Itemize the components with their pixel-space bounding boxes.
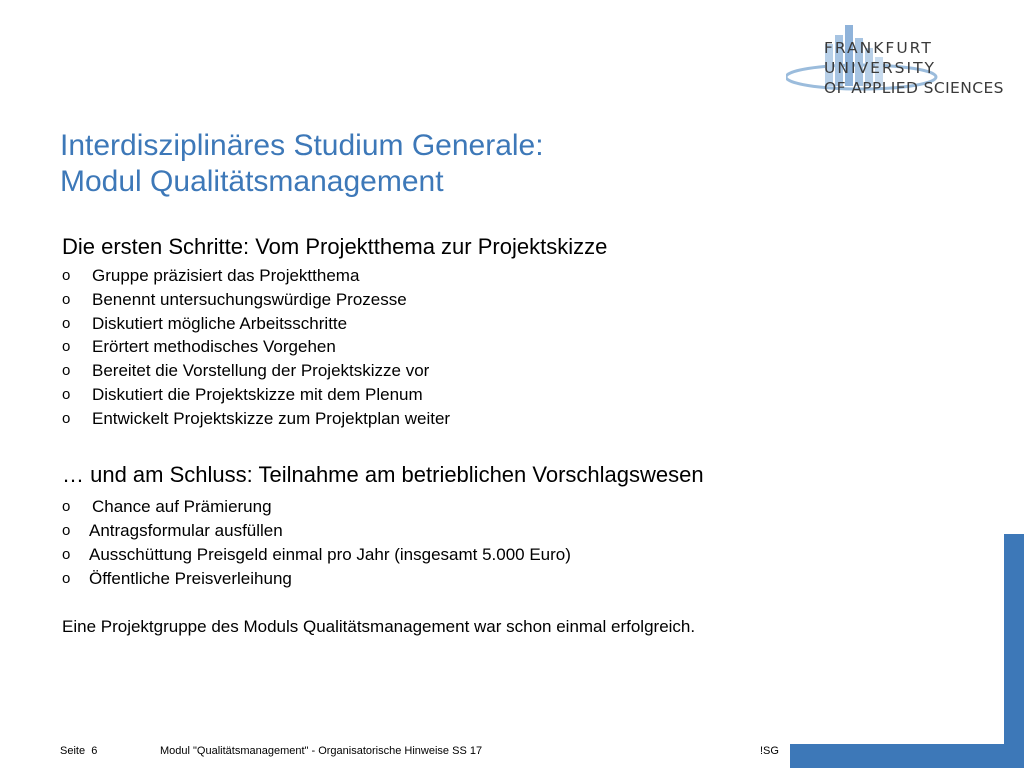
list-item: o Entwickelt Projektskizze zum Projektplan weiter: [62, 407, 450, 431]
list-item: o Diskutiert mögliche Arbeitsschritte: [62, 312, 450, 336]
logo-line-2: UNIVERSITY: [824, 59, 937, 77]
list-item: o Ausschüttung Preisgeld einmal pro Jahr (insgesamt 5.000 Euro): [62, 543, 571, 567]
section1-list: [62, 264, 450, 431]
bullet-marker: o: [62, 267, 71, 284]
page-number: 6: [91, 745, 98, 757]
bullet-marker: o: [62, 409, 71, 427]
section2-list: [62, 495, 272, 519]
list-item: o Chance auf Prämierung: [62, 495, 272, 519]
slide-title: [60, 128, 544, 200]
footer-module: Modul "Qualitätsmanagement" - Organisatorische Hinweise SS 17: [160, 745, 483, 757]
list-item: o Diskutiert die Projektskizze mit dem Plenum: [62, 383, 450, 407]
list-item: o Bereitet die Vorstellung der Projektskizze vor: [62, 359, 450, 383]
accent-side-bar: [1004, 534, 1024, 744]
title-line-1: Interdisziplinäres Studium Generale:: [60, 129, 544, 162]
conclusion-text: Eine Projektgruppe des Moduls Qualitätsmanagement war schon einmal erfolgreich.: [62, 617, 696, 636]
bullet-marker: o: [62, 314, 71, 332]
page-label: Seite: [60, 745, 86, 757]
page-indicator: [60, 745, 97, 757]
bullet-marker: o: [62, 362, 71, 380]
logo-line-3: OF APPLIED SCIENCES: [824, 79, 1004, 97]
section1-heading: Die ersten Schritte: Vom Projektthema zur Projektskizze: [62, 234, 608, 259]
bullet-marker: o: [62, 498, 71, 515]
university-logo: [786, 20, 1004, 115]
list-item: o Antragsformular ausfüllen: [62, 519, 571, 543]
bullet-marker: o: [62, 385, 71, 403]
accent-footer-bar: [790, 744, 1024, 768]
bullet-marker: o: [62, 522, 71, 539]
bullet-marker: o: [62, 290, 71, 308]
logo-line-1: FRANKFURT: [824, 39, 933, 57]
list-item: o Erörtert methodisches Vorgehen: [62, 335, 450, 359]
footer-right-label: !SG: [760, 745, 779, 757]
section2-heading: … und am Schluss: Teilnahme am betrieblichen Vorschlagswesen: [62, 462, 704, 487]
list-item: o Öffentliche Preisverleihung: [62, 567, 571, 591]
list-item: o Gruppe präzisiert das Projektthema: [62, 264, 450, 288]
bullet-marker: o: [62, 569, 71, 587]
bullet-marker: o: [62, 338, 71, 356]
section2-list-continued: [62, 519, 571, 590]
list-item: o Benennt untersuchungswürdige Prozesse: [62, 288, 450, 312]
bullet-marker: o: [62, 545, 71, 563]
title-line-2: Modul Qualitätsmanagement: [60, 165, 444, 198]
